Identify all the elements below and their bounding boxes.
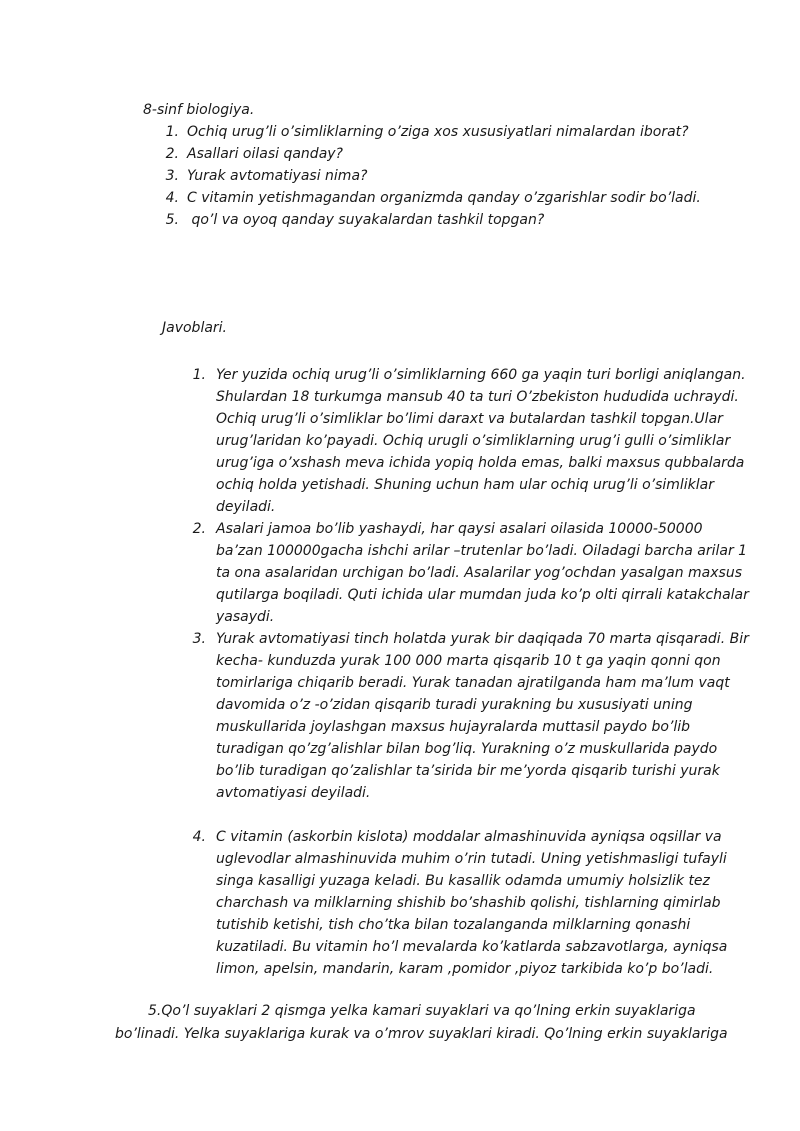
answer-item <box>190 364 750 518</box>
answer-item <box>190 628 750 804</box>
answer-text: Asalari jamoa bo’lib yashaydi, har qaysi asalari oilasida 10000-50000 ba’zan 100000gacha ishchi arilar –trutenlar bo’ladi. Oiladagi barcha arilar 1 ta ona asalaridan urchigan bo’ladi. Asalarilar yog’ochdan yasalgan maxsus qutilarga boqiladi. Quti ichida ular mumdan juda ko’p olti qirrali katakchalar yasaydi. <box>216 521 749 625</box>
answer-item <box>190 826 750 980</box>
question-number: 3. <box>165 168 179 184</box>
answer-5-text: 5.Qo’l suyaklari 2 qismga yelka kamari suyaklari va qo’lning erkin suyaklariga bo’linadi. Yelka suyaklariga kurak va o’mrov suyaklari kiradi. Qo’lning erkin suyaklariga <box>115 1003 728 1042</box>
question-text: Yurak avtomatiyasi nima? <box>187 168 368 184</box>
answer-text: C vitamin (askorbin kislota) moddalar almashinuvida ayniqsa oqsillar va uglevodlar almashinuvida muhim o’rin tutadi. Uning yetishmasligi tufayli singa kasalligi yuzaga keladi. Bu kasallik odamda umumiy holsizlik tez charchash va milklarning shishib bo’shashib qolishi, tishlarning qimirlab tutishib ketishi, tish cho’tka bilan tozalanganda milklarning qonashi kuzatiladi. Bu vitamin ho’l mevalarda ko’katlarda sabzavotlarga, ayniqsa limon, apelsin, mandarin, karam ,pomidor ,piyoz tarkibida ko’p bo’ladi. <box>216 829 728 977</box>
question-number: 5. <box>165 212 179 228</box>
document-title: 8-sinf biologiya. <box>143 102 255 118</box>
question-number: 4. <box>165 190 179 206</box>
answer-list <box>190 364 750 980</box>
answers-heading: Javoblari. <box>162 320 228 336</box>
answer-number: 2. <box>192 521 206 537</box>
question-number: 2. <box>165 146 179 162</box>
answer-number: 3. <box>192 631 206 647</box>
answer-number: 1. <box>192 367 206 383</box>
answer-text: Yer yuzida ochiq urug’li o’simliklarning 660 ga yaqin turi borligi aniqlangan. Shulardan 18 turkumga mansub 40 ta turi O’zbekiston hududida uchraydi. Ochiq urug’li o’simliklar bo’limi daraxt va butalardan tashkil topgan.Ular urug’laridan ko’payadi. Ochiq urugli o’simliklarning urug’i gulli o’simliklar urug’iga o’xshash meva ichida yopiq holda emas, balki maxsus qubbalarda ochiq holda yetishadi. Shuning uchun ham ular ochiq urug’li o’simliklar deyiladi. <box>216 367 746 515</box>
question-text: Ochiq urug’li o’simliklarning o’ziga xos xususiyatlari nimalardan iborat? <box>187 124 689 140</box>
answer-text: Yurak avtomatiyasi tinch holatda yurak bir daqiqada 70 marta qisqaradi. Bir kecha- kunduzda yurak 100 000 marta qisqarib 10 t ga yaqin qonni qon tomirlariga chiqarib beradi. Yurak tanadan ajratilganda ham ma’lum vaqt davomida o’z -o’zidan qisqarib turadi yurakning bu xususiyati uning muskullarida joylashgan maxsus hujayralarda muttasil paydo bo’lib turadigan qo’zg’alishlar bilan bog’liq. Yurakning o’z muskullarida paydo bo’lib turadigan qo’zalishlar ta’sirida bir me’yorda qisqarib turishi yurak avtomatiyasi deyiladi. <box>216 631 749 801</box>
question-text: qo’l va oyoq qanday suyakalardan tashkil topgan? <box>187 212 545 228</box>
question-text: C vitamin yetishmagandan organizmda qanday o’zgarishlar sodir bo’ladi. <box>187 190 701 206</box>
answer-item <box>190 518 750 628</box>
answer-number: 4. <box>192 829 206 845</box>
question-text: Asallari oilasi qanday? <box>187 146 343 162</box>
question-number: 1. <box>165 124 179 140</box>
